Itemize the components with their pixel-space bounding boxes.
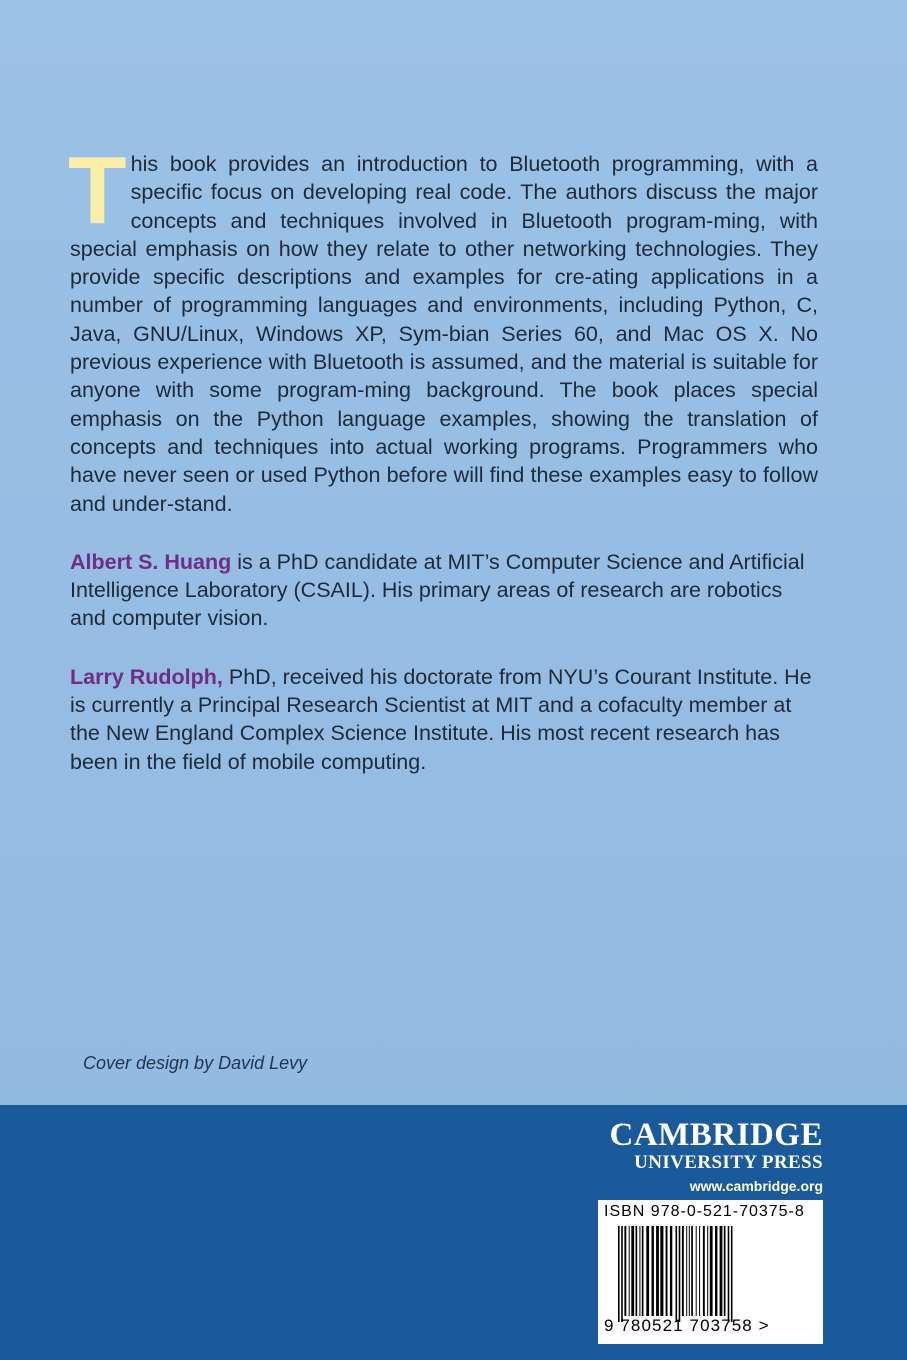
drop-cap: T bbox=[68, 137, 127, 244]
barcode-bar bbox=[676, 1226, 678, 1322]
author-name-rudolph: Larry Rudolph, bbox=[70, 664, 223, 689]
barcode-digits: 9 780521 703758 > bbox=[604, 1316, 770, 1335]
barcode-bar bbox=[670, 1226, 672, 1316]
barcode-bar bbox=[691, 1226, 693, 1316]
barcode-bar bbox=[666, 1226, 668, 1316]
publisher-url: www.cambridge.org bbox=[689, 1178, 823, 1194]
isbn-label: ISBN 978-0-521-70375-8 bbox=[604, 1203, 805, 1220]
barcode-bar bbox=[707, 1226, 708, 1316]
barcode-bar bbox=[636, 1226, 638, 1316]
barcode-bar bbox=[639, 1226, 640, 1316]
barcode-bar bbox=[656, 1226, 659, 1316]
barcode-bar bbox=[728, 1226, 730, 1322]
barcode-bar bbox=[696, 1226, 697, 1316]
barcode-bar bbox=[629, 1226, 630, 1316]
barcode-bar bbox=[715, 1226, 717, 1316]
barcode-bar bbox=[710, 1226, 713, 1316]
cover-design-credit: Cover design by David Levy bbox=[83, 1053, 308, 1073]
author-bio-text-rudolph: PhD, received his doctorate from NYU’s Courant Institute. He is currently a Principal Research Scientist at MIT and a cofaculty member at the New England Complex Science Institute. His most recent research has been in the field of mobile computing. bbox=[70, 664, 812, 774]
description-text: his book provides an introduction to Bluetooth programming, with a specific focus on developing real code. The authors discuss the major concepts and techniques involved in Bluetooth program-ming, with special emphasis on how they relate to other networking technologies. They provide specific descriptions and examples for cre-ating applications in a number of programming languages and environments, including Python, C, Java, GNU/Linux, Windows XP, Sym-bian Series 60, and Mac OS X. No previous experience with Bluetooth is assumed, and the material is suitable for anyone with some program-ming background. The book places special emphasis on the Python language examples, showing the translation of concepts and techniques into actual working programs. Programmers who have never seen or used Python before will find these examples easy to follow and under-stand. bbox=[70, 152, 818, 516]
barcode-bar bbox=[699, 1226, 700, 1316]
author-bio-text-huang: is a PhD candidate at MIT’s Computer Science and Artificial Intelligence Laboratory (CSAIL). His primary areas of research are robotics and computer vision. bbox=[70, 549, 805, 631]
barcode-bar bbox=[624, 1226, 626, 1316]
barcode-bar bbox=[731, 1226, 733, 1322]
barcode-bar bbox=[724, 1226, 726, 1316]
barcode-bar bbox=[660, 1226, 663, 1316]
barcode-bar bbox=[679, 1226, 681, 1322]
barcode-bar bbox=[646, 1226, 649, 1316]
barcode-bar bbox=[686, 1226, 687, 1316]
barcode-bar bbox=[682, 1226, 684, 1316]
publisher-subname: UNIVERSITY PRESS bbox=[634, 1152, 823, 1173]
publisher-name: CAMBRIDGE bbox=[609, 1117, 823, 1153]
barcode-bar bbox=[652, 1226, 654, 1316]
barcode-bar bbox=[720, 1226, 723, 1316]
book-description bbox=[68, 137, 818, 518]
barcode bbox=[598, 1200, 823, 1344]
barcode-bar bbox=[642, 1226, 644, 1316]
back-cover-text bbox=[68, 137, 818, 776]
barcode-bar bbox=[618, 1226, 620, 1322]
barcode-bar bbox=[631, 1226, 634, 1316]
barcode-bar bbox=[689, 1226, 690, 1316]
author-name-huang: Albert S. Huang bbox=[70, 549, 232, 574]
barcode-bar bbox=[703, 1226, 705, 1316]
author-bio-huang bbox=[70, 548, 818, 633]
barcode-bar bbox=[621, 1226, 623, 1322]
author-bio-rudolph bbox=[70, 663, 818, 776]
publisher-logo bbox=[609, 1118, 823, 1194]
